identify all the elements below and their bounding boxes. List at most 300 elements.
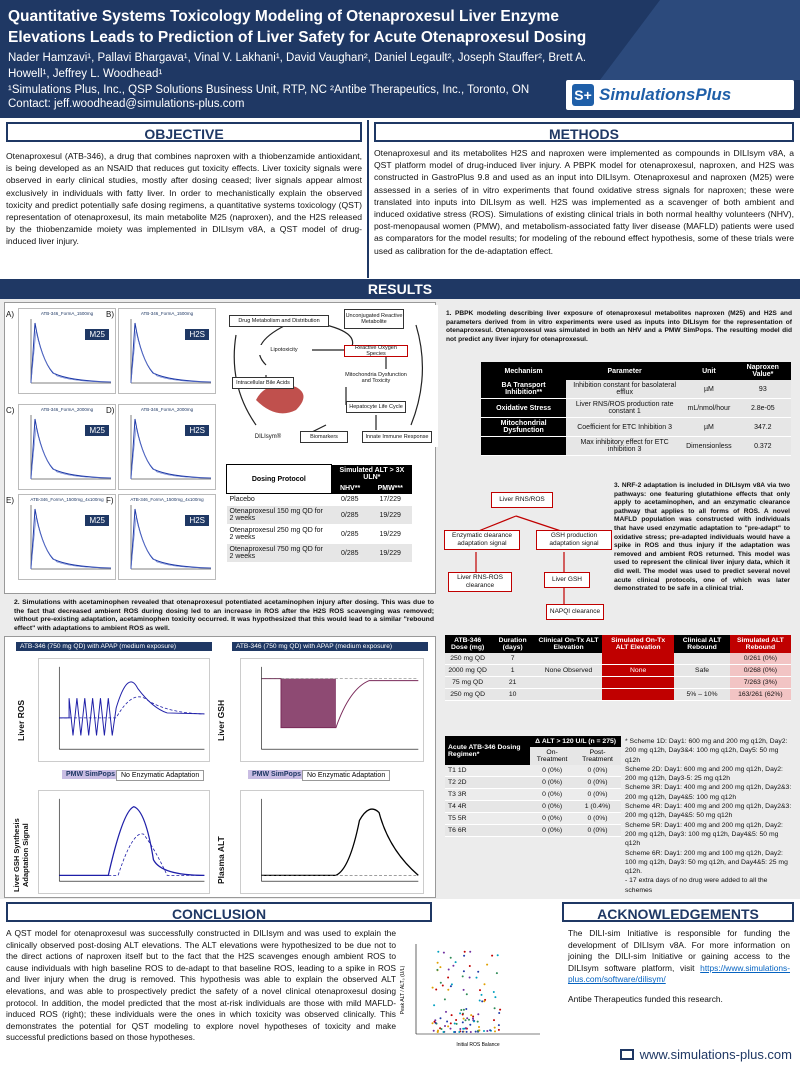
results-heading: RESULTS: [0, 279, 800, 299]
pk-plot-title: ATB-346_FormA_2000mg: [140, 407, 194, 412]
table-cell: µM: [683, 380, 735, 399]
table-cell: 0/285: [331, 525, 368, 544]
scatter-point: [498, 1024, 500, 1026]
scatter-point: [443, 1031, 445, 1033]
table-cell: [674, 677, 730, 689]
scatter-point: [463, 989, 465, 991]
scatter-point: [483, 1030, 485, 1032]
row-label-liver-ros: Liver ROS: [16, 699, 26, 741]
table-cell: Liver RNS/ROS production rate constant 1: [566, 399, 683, 418]
pk-panel-letter: F): [106, 496, 114, 505]
table-cell: 19/229: [368, 544, 412, 563]
col-nhv: NHV**: [331, 483, 368, 494]
scatter-point: [468, 1019, 470, 1021]
scatter-point: [450, 957, 452, 959]
footer-url-text: www.simulations-plus.com: [639, 1047, 792, 1062]
col-simulated-alt: Simulated ALT > 3X ULN*: [331, 465, 412, 483]
scatter-point: [463, 955, 465, 957]
scatter-point: [469, 1024, 471, 1026]
scatter-point: [465, 1019, 467, 1021]
pk-curve: [19, 309, 115, 393]
table-row: [445, 765, 621, 777]
scatter-point: [434, 1021, 436, 1023]
pmw-simpops-left: PMW SimPops: [62, 770, 119, 779]
scatter-point: [456, 1023, 458, 1025]
scatter-point: [465, 1008, 467, 1010]
table-cell: 0 (0%): [574, 789, 621, 801]
table-cell: Inhibition constant for basolateral efflux: [566, 380, 683, 399]
plot-plasma-alt: [240, 790, 424, 894]
mechanism-table: [481, 362, 791, 456]
table-cell: 0 (0%): [530, 777, 574, 789]
pk-plot: [18, 494, 116, 580]
conclusion-text: A QST model for otenaproxesul was successfully constructed in DILIsym and was used to explain the clinically observed post-dosing ALT elevations. The ALT elevations were hypothesized to be due not to the direct actions of naproxen itself but to the fact that the H2S scavenges enough ambient ROS to cause individuals with high baseline ROS to de-adapt to that baseline ROS, leading to a spike in ROS and liver injury when the drug is removed. This hypothesis was able to explain the observed ALT elevations, and was able to prospectively predict the safety of a novel clinical otenaproxesul dosing protocol. In addition, the model predicted that the most at-risk individuals are those with mild MAFLD-induced ROS (right); these individuals were the ones in which toxicity was observed clinically. This demonstrates the potential for QST modeling to explore novel hypotheses of toxicity and make successful predictions based on those hypotheses.: [6, 928, 396, 1043]
pk-plot: [118, 404, 216, 490]
row-label-gsh-synthesis: Liver GSH Synthesis Adaptation Signal: [12, 818, 30, 892]
table-header-cell: Naproxen Value*: [735, 362, 791, 380]
pk-plot: [118, 494, 216, 580]
scatter-point: [440, 982, 442, 984]
acute-regimen-table: [445, 736, 621, 837]
scatter-point: [466, 1031, 468, 1033]
table-header-cell: ATB-346 Dose (mg): [445, 635, 490, 653]
pk-panel-letter: E): [6, 496, 14, 505]
scatter-point: [437, 962, 439, 964]
nrf2-panel: [436, 480, 796, 628]
nrf-enzymatic-signal: Enzymatic clearance adaptation signal: [444, 530, 520, 550]
col-acute-regimen: Acute ATB-346 Dosing Regimen*: [445, 736, 530, 765]
table-cell: 75 mg QD: [445, 677, 490, 689]
scatter-point: [439, 966, 441, 968]
table-header-cell: Simulated On-Tx ALT Elevation: [602, 635, 674, 653]
table-row: [445, 665, 791, 677]
nrf-gsh-production: GSH production adaptation signal: [536, 530, 612, 550]
row-label-plasma-alt: Plasma ALT: [216, 836, 226, 884]
scatter-point: [459, 1012, 461, 1014]
table-cell: Otenaproxesul 150 mg QD for 2 weeks: [227, 506, 332, 525]
table-cell: [481, 437, 566, 456]
table-cell: 0 (0%): [574, 765, 621, 777]
ack-text-2: Antibe Therapeutics funded this research.: [568, 993, 723, 1004]
table-header-cell: Duration (days): [490, 635, 535, 653]
footer-website[interactable]: [620, 1047, 792, 1062]
pk-plot-title: ATB-346_FormA_1500mg_4x100mg: [130, 497, 204, 502]
poster-title: Quantitative Systems Toxicology Modeling of Otenaproxesul Liver Enzyme Elevations Leads to Prediction of Liver Safety for Acute Otenaproxesul Dosing: [8, 8, 587, 46]
pk-plot-title: ATB-346_FormA_1500mg: [40, 311, 94, 316]
pk-panel-letter: A): [6, 310, 14, 319]
scatter-point: [459, 1028, 461, 1030]
scatter-point: [481, 994, 483, 996]
table-cell: mL/nmol/hour: [683, 399, 735, 418]
node-bile-acids: Intracellular Bile Acids: [232, 377, 294, 389]
scatter-point: [494, 1027, 496, 1029]
caption-3: 3. NRF-2 adaptation is included in DILIsym v8A via two pathways: one featuring glutathione effects that only apply to acetaminophen, and an enzymatic clearance pathway that applies to all forms of ROS. A novel MAFLD population was constructed with individuals that have used enzymatic adaptation to "pre-adapt" to oxidative stress; pre-adapted individuals would have a spike in ROS and thus injury if the adaptation was removed and ambient ROS returned. This model was used to represent the clinical liver injury data, which it did well. The model was used to predict several novel acute clinical protocols, one of which was later demonstrated to be safe in a clinical trial.: [614, 482, 790, 593]
scatter-point: [469, 951, 471, 953]
scheme-notes: [625, 737, 795, 895]
table-header-cell: Mechanism: [481, 362, 566, 380]
pk-curve: [19, 405, 115, 489]
col-dosing-protocol: Dosing Protocol: [227, 465, 332, 494]
nrf-liver-rns-ros: Liver RNS/ROS: [491, 492, 553, 508]
table-cell: 2.8e-05: [735, 399, 791, 418]
table-cell: [674, 653, 730, 665]
scatter-point: [466, 993, 468, 995]
logo-text: SimulationsPlus: [599, 85, 732, 104]
table-row: [445, 677, 791, 689]
ack-text-1: The DILI-sim Initiative is responsible for funding the development of DILIsym v8A. For more information on joining the DILI-sim Initiative or gaining access to the DILIsym software platform, visit: [568, 928, 790, 973]
scatter-point: [463, 1009, 465, 1011]
table-cell: 0.372: [735, 437, 791, 456]
table-cell: [535, 677, 602, 689]
apap-right-heading: ATB-346 (750 mg QD) with APAP (medium exposure): [232, 642, 428, 651]
scatter-point: [466, 1017, 468, 1019]
contact-email: Contact: jeff.woodhead@simulations-plus.com: [8, 98, 245, 110]
scatter-point: [493, 991, 495, 993]
table-cell: 10: [490, 689, 535, 701]
scatter-point: [469, 977, 471, 979]
table-row: [481, 380, 791, 399]
scatter-point: [462, 1028, 464, 1030]
table-header-cell: Simulated ALT Rebound: [730, 635, 791, 653]
table-cell: Safe: [674, 665, 730, 677]
pk-plot-title: ATB-346_FormA_2000mg: [40, 407, 94, 412]
table-cell: Otenaproxesul 750 mg QD for 2 weeks: [227, 544, 332, 563]
pk-panel-letter: B): [106, 310, 114, 319]
table-cell: 0 (0%): [574, 777, 621, 789]
methods-text: Otenaproxesul and its metabolites H2S and naproxen were implemented as compounds in DILIsym v8A, a QST platform model of drug-induced liver injury. A PBPK model for otenaproxesul, naproxen, and H2S was constructed in GastroPlus 9.8 and used as an input into DILIsym. Otenaproxesul and naproxen (M25) were assessed in a series of in vitro experiments that found oxidative stress signals for naproxen; these were translated into inputs into DILIsym as well. H2S was implemented as a scavenger of both ambient and induced oxidative stress (ROS). Simulations of existing clinical trials in both normal healthy volunteers (NHV), post-menopausal women (PMW), and metabolism-associated fatty liver disease (MAFLD) patients were used as comparators for the model results; for modeling of the rebound effect hypothesis, some of these trials were used as calibration for the de-adaptation effect.: [374, 148, 794, 256]
table-cell: [602, 653, 674, 665]
poster-header: [0, 0, 800, 118]
scatter-point: [494, 1030, 496, 1032]
table-cell: 250 mg QD: [445, 689, 490, 701]
table-cell: 0 (0%): [530, 789, 574, 801]
scatter-point: [444, 1025, 446, 1027]
pk-plot-tag: M25: [85, 329, 109, 340]
scatter-point: [477, 1021, 479, 1023]
table-row: [445, 789, 621, 801]
plot-liver-ros: [38, 658, 210, 762]
node-ros: Reactive Oxygen Species: [344, 345, 408, 357]
table-cell: Max inhibitory effect for ETC inhibition 3: [566, 437, 683, 456]
scatter-point: [497, 954, 499, 956]
scatter-point: [455, 1019, 457, 1021]
table-row: [227, 494, 413, 506]
pk-panel-letter: D): [106, 406, 115, 415]
scatter-point: [433, 1030, 435, 1032]
scatter-point: [451, 983, 453, 985]
table-cell: 93: [735, 380, 791, 399]
pk-curve: [119, 405, 215, 489]
table-cell: 17/229: [368, 494, 412, 506]
pk-plot: [18, 404, 116, 490]
table-cell: 0/268 (0%): [730, 665, 791, 677]
pk-plot-tag: H2S: [185, 425, 209, 436]
table-cell: 0 (0%): [530, 825, 574, 837]
scatter-point: [478, 1029, 480, 1031]
pk-plot-title: ATB-346_FormA_1500mg: [140, 311, 194, 316]
scatter-point: [472, 1016, 474, 1018]
scatter-point: [435, 989, 437, 991]
table-cell: Placebo: [227, 494, 332, 506]
objective-text: Otenaproxesul (ATB-346), a drug that combines naproxen with a thiobenzamide antioxidant, is being developed as an NSAID that reduces gut toxicity effects. Liver toxicity signals were observed in early clinical studies, mostly after dosing ceased; liver signals appear almost exclusively in individuals with fatty liver. In order to mechanistically explain the observed toxicity and predict potentially safe dosing regimens, a quantitative systems toxicology (QST) representation of otenaproxesul, its main metabolite M25 (naproxen), and the H2S released by the thiobenzamide moiety was implemented in DILIsym v8A, a QST model of drug-induced liver injury.: [6, 151, 362, 247]
table-cell: T1 1D: [445, 765, 530, 777]
scatter-xlabel: Initial ROS Balance: [456, 1042, 500, 1048]
scheme-note: Scheme 2D: Day1: 600 mg and 200 mg q12h, Day2: 200 mg q12h, Day3-5: 25 mg q12h: [625, 765, 783, 783]
scatter-point: [494, 996, 496, 998]
scatter-point: [450, 1028, 452, 1030]
scheme-note: Scheme 4R: Day1: 400 mg and 200 mg q12h, Day2&3: 200 mg q12h, Day4&5: 50 mg q12h: [625, 803, 792, 820]
scatter-point: [475, 1031, 477, 1033]
col-delta-alt: Δ ALT > 120 U/L (n = 275): [530, 736, 621, 747]
pk-plot-tag: H2S: [185, 329, 209, 340]
scatter-ylabel: Peak ALT / ALT₀ (U/L): [400, 965, 406, 1015]
table-header-cell: Clinical On-Tx ALT Elevation: [535, 635, 602, 653]
table-cell: [602, 677, 674, 689]
table-row: [227, 525, 413, 544]
table-row: [445, 689, 791, 701]
scatter-point: [489, 1029, 491, 1031]
table-row: [445, 801, 621, 813]
table-cell: 347.2: [735, 418, 791, 437]
scatter-point: [484, 983, 486, 985]
apap-left-heading: ATB-346 (750 mg QD) with APAP (medium exposure): [16, 642, 212, 651]
scatter-point: [447, 977, 449, 979]
nrf-napqi-clearance: NAPQI clearance: [546, 604, 604, 620]
table-cell: 19/229: [368, 525, 412, 544]
scheme-note: Scheme 6R: Day1: 200 mg and 100 mg q12h, Day2: 100 mg q12h, Day3: 50 mg q12h, and Day4&5: 25 mg q12h.: [625, 849, 788, 876]
table-cell: T3 3R: [445, 789, 530, 801]
column-divider: [367, 120, 369, 278]
caption-1: 1. PBPK modeling describing liver exposure of otenaproxesul metabolites naproxen (M25) and H2S and parameters derived from in vitro experiments were used as inputs into DILIsym for the representation of otenaproxesul. Otenaproxesul was simulated in both an NHV and a PMW SimPops. The resulting model did not predict any liver injury for otenaproxesul.: [446, 310, 792, 343]
simulations-plus-logo: [566, 80, 794, 110]
scatter-point: [486, 1030, 488, 1032]
scatter-point: [483, 1000, 485, 1002]
scatter-point: [499, 1009, 501, 1011]
scatter-point: [486, 964, 488, 966]
scatter-point: [479, 989, 481, 991]
scatter-point: [452, 965, 454, 967]
table-cell: 21: [490, 677, 535, 689]
logo-mark-icon: S+: [572, 84, 594, 106]
table-cell: 0/285: [331, 506, 368, 525]
pk-plot: [18, 308, 116, 394]
scatter-point: [446, 1021, 448, 1023]
table-cell: [535, 689, 602, 701]
dose-alt-body: [445, 653, 791, 701]
pmw-simpops-right: PMW SimPops: [248, 770, 305, 779]
scatter-point: [437, 951, 439, 953]
scatter-point: [481, 1000, 483, 1002]
nrf-rns-clearance: Liver RNS-ROS clearance: [448, 572, 512, 592]
table-cell: µM: [683, 418, 735, 437]
table-cell: 5% – 10%: [674, 689, 730, 701]
table-cell: T2 2D: [445, 777, 530, 789]
pk-curve: [119, 309, 215, 393]
scatter-plot-ros: [398, 938, 544, 1050]
scatter-point: [465, 1027, 467, 1029]
dose-alt-table: [445, 635, 791, 701]
table-header-cell: Parameter: [566, 362, 683, 380]
scatter-point: [444, 998, 446, 1000]
mechanism-table-header: [481, 362, 791, 380]
table-cell: T4 4R: [445, 801, 530, 813]
node-lipotoxicity: Lipotoxicity: [256, 345, 312, 355]
node-hepatocyte: Hepatocyte Life Cycle: [346, 401, 406, 413]
scatter-point: [462, 975, 464, 977]
scatter-point: [432, 1022, 434, 1024]
ack-heading: ACKNOWLEDGEMENTS: [562, 902, 794, 922]
pk-plot-tag: M25: [85, 425, 109, 436]
table-cell: 1: [490, 665, 535, 677]
scatter-point: [463, 970, 465, 972]
dilisym-diagram: [226, 305, 438, 447]
scatter-point: [470, 1031, 472, 1033]
table-cell: 0/285: [331, 544, 368, 563]
scatter-point: [496, 972, 498, 974]
dosing-protocol-table: [226, 464, 412, 563]
dose-alt-header: [445, 635, 791, 653]
table-cell: 0/285: [331, 494, 368, 506]
table-row: [481, 437, 791, 456]
table-header-cell: Unit: [683, 362, 735, 380]
scheme-note: Scheme 5R: Day1: 400 mg and 200 mg q12h, Day2: 200 mg q12h, Day3: 100 mg q12h, Day4&5: 50 mg q12h: [625, 821, 783, 848]
acute-table-body: [445, 765, 621, 837]
table-row: [481, 399, 791, 418]
table-cell: 250 mg QD: [445, 653, 490, 665]
table-cell: Coefficient for ETC Inhibition 3: [566, 418, 683, 437]
table-cell: 0/261 (0%): [730, 653, 791, 665]
scatter-point: [450, 1022, 452, 1024]
table-cell: 0 (0%): [530, 765, 574, 777]
table-cell: 0 (0%): [574, 825, 621, 837]
authors: Nader Hamzavi¹, Pallavi Bhargava¹, Vinal V. Lakhani¹, David Vaughan², Daniel Legault², Joseph Stauffer², Brett A. Howell¹, Jeffrey L. Woodhead¹: [8, 52, 587, 80]
scatter-point: [450, 985, 452, 987]
pk-plot-tag: M25: [85, 515, 109, 526]
table-cell: 19/229: [368, 506, 412, 525]
objective-heading: OBJECTIVE: [6, 122, 362, 142]
table-cell: 2000 mg QD: [445, 665, 490, 677]
table-cell: 0 (0%): [574, 813, 621, 825]
conclusion-heading: CONCLUSION: [6, 902, 432, 922]
table-cell: Dimensionless: [683, 437, 735, 456]
table-cell: None: [602, 665, 674, 677]
node-drug-metabolism: Drug Metabolism and Distribution: [229, 315, 329, 327]
pk-panel-letter: C): [6, 406, 15, 415]
table-row: [445, 653, 791, 665]
scheme-note: Scheme 3R: Day1: 400 mg and 200 mg q12h, Day2&3: 200 mg q12h, Day4&5: 100 mg q12h: [625, 784, 792, 801]
scatter-point: [432, 987, 434, 989]
table-cell: Oxidative Stress: [481, 399, 566, 418]
scatter-point: [491, 955, 493, 957]
scatter-point: [436, 969, 438, 971]
scatter-point: [451, 1014, 453, 1016]
pk-plot: [118, 308, 216, 394]
row-label-liver-gsh: Liver GSH: [216, 699, 226, 741]
scatter-point: [493, 1019, 495, 1021]
scatter-point: [447, 989, 449, 991]
node-biomarkers: Biomarkers: [300, 431, 348, 443]
scatter-point: [455, 961, 457, 963]
table-cell: Otenaproxesul 250 mg QD for 2 weeks: [227, 525, 332, 544]
table-cell: 0 (0%): [530, 813, 574, 825]
table-cell: Mitochondrial Dysfunction: [481, 418, 566, 437]
ack-text: [568, 928, 790, 1006]
pk-curve: [119, 495, 215, 579]
table-row: [445, 777, 621, 789]
col-pmw: PMW***: [368, 483, 412, 494]
header-decoration: [600, 0, 800, 80]
scatter-point: [442, 985, 444, 987]
table-row: [481, 418, 791, 437]
node-unconjugated-metabolite: Unconjugated Reactive Metabolite: [344, 309, 404, 329]
col-on-treatment: On-Treatment: [530, 747, 574, 765]
table-cell: T5 5R: [445, 813, 530, 825]
scatter-point: [478, 1026, 480, 1028]
scatter-point: [477, 971, 479, 973]
scatter-point: [464, 951, 466, 953]
scatter-point: [463, 1018, 465, 1020]
scatter-point: [448, 969, 450, 971]
dosing-table-body: [227, 494, 413, 563]
node-innate-immune: Innate Immune Response: [362, 431, 432, 443]
scatter-point: [443, 952, 445, 954]
scheme-note: * Scheme 1D: Day1: 600 mg and 200 mg q12h, Day2: 200 mg q12h, Day3&4: 100 mg q12h, Day5: 50 mg q12h: [625, 738, 788, 764]
pk-curve: [19, 495, 115, 579]
scatter-point: [494, 1007, 496, 1009]
table-cell: 0 (0%): [530, 801, 574, 813]
pk-plot-tag: H2S: [185, 515, 209, 526]
no-enzymatic-left: No Enzymatic Adaptation: [116, 770, 204, 781]
author-list: [8, 50, 608, 98]
scatter-point: [477, 1013, 479, 1015]
scatter-point: [460, 1009, 462, 1011]
scatter-point: [433, 1004, 435, 1006]
no-enzymatic-right: No Enzymatic Adaptation: [302, 770, 390, 781]
plot-liver-gsh: [240, 658, 424, 762]
caption-2: 2. Simulations with acetaminophen revealed that otenaproxesul potentiated acetaminophen injury after dosing. This was due to the fact that decreased ambient ROS during dosing led to an increase in ROS after the H2S ROS scavenging was removed; without pre-existing adaptation, acetaminophen toxicity occurred. It was hypothesized that this would lead to a similar "rebound effect" with adaptations to ambient ROS as well.: [14, 599, 434, 632]
table-header-cell: Clinical ALT Rebound: [674, 635, 730, 653]
table-cell: None Observed: [535, 665, 602, 677]
scatter-point: [470, 1014, 472, 1016]
table-cell: T6 6R: [445, 825, 530, 837]
scatter-point: [454, 1023, 456, 1025]
table-cell: [602, 689, 674, 701]
scatter-point: [458, 1031, 460, 1033]
scatter-point: [498, 1029, 500, 1031]
scatter-point: [454, 1031, 456, 1033]
nrf-liver-gsh: Liver GSH: [544, 572, 590, 588]
scatter-point: [462, 1014, 464, 1016]
table-cell: [535, 653, 602, 665]
scatter-point: [440, 1017, 442, 1019]
scatter-point: [447, 1025, 449, 1027]
table-cell: BA Transport Inhibition**: [481, 380, 566, 399]
table-row: [445, 825, 621, 837]
dilisym-label: DILIsym®: [248, 431, 288, 443]
node-mito: Mitochondria Dysfunction and Toxicity: [344, 369, 408, 387]
affiliations: ¹Simulations Plus, Inc., QSP Solutions Business Unit, RTP, NC ²Antibe Therapeutics, Inc., Toronto, ON: [8, 84, 530, 96]
scatter-point: [476, 977, 478, 979]
dilisym-link[interactable]: https://www.simulations-plus.com/software/dilisym/: [568, 962, 790, 985]
mechanism-table-body: [481, 380, 791, 456]
scatter-point: [441, 1028, 443, 1030]
scatter-point: [469, 965, 471, 967]
scatter-point: [498, 1012, 500, 1014]
scatter-point: [472, 1018, 474, 1020]
table-row: [445, 813, 621, 825]
col-post-treatment: Post-Treatment: [574, 747, 621, 765]
methods-heading: METHODS: [374, 122, 794, 142]
